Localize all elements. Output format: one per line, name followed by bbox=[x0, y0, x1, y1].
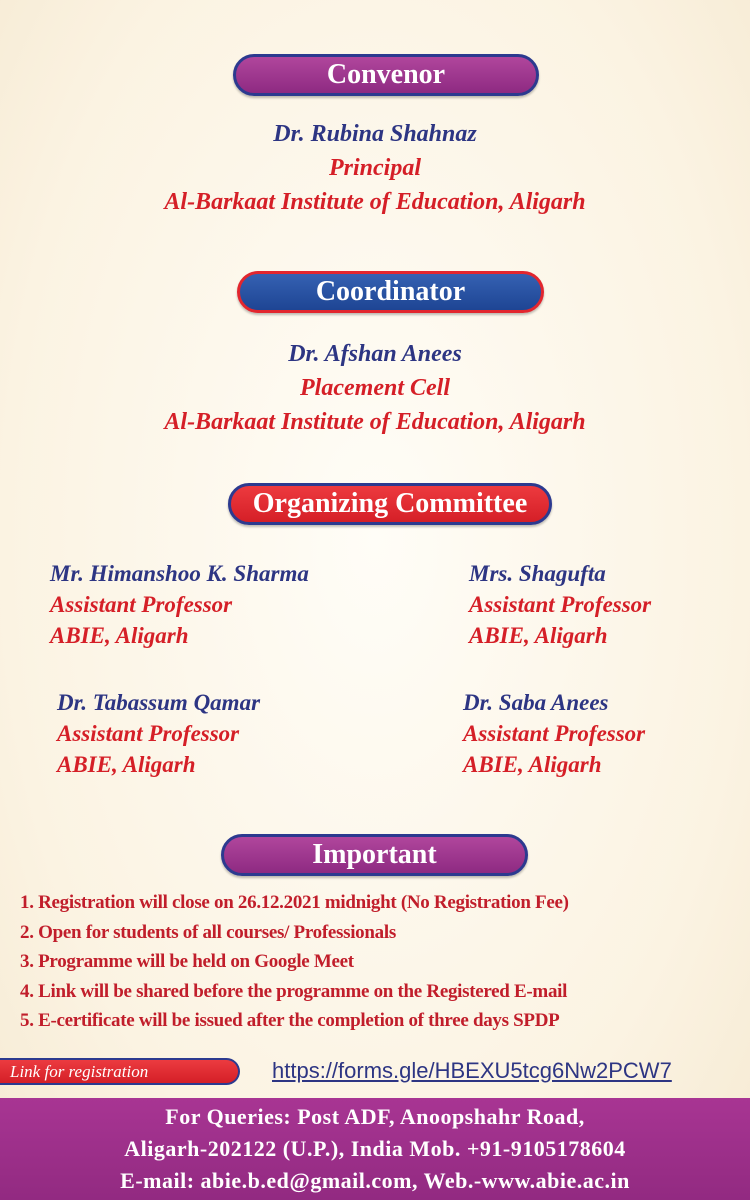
member-institute: ABIE, Aligarh bbox=[469, 623, 608, 648]
note-item: 1. Registration will close on 26.12.2021 midnight (No Registration Fee) bbox=[20, 892, 569, 913]
member-designation: Assistant Professor bbox=[469, 592, 652, 617]
member-institute: ABIE, Aligarh bbox=[57, 752, 196, 777]
important-notes bbox=[20, 888, 735, 1036]
registration-link[interactable]: https://forms.gle/HBEXU5tcg6Nw2PCW7 bbox=[272, 1058, 672, 1083]
member-name: Mrs. Shagufta bbox=[469, 561, 606, 586]
note-item: 2. Open for students of all courses/ Professionals bbox=[20, 921, 396, 943]
member-designation: Assistant Professor bbox=[463, 721, 646, 746]
footer-phone: Aligarh-202122 (U.P.), India Mob. +91-9105178604 bbox=[124, 1136, 626, 1161]
convenor-institute: Al-Barkaat Institute of Education, Aligarh bbox=[164, 189, 586, 215]
coordinator-institute: Al-Barkaat Institute of Education, Aligarh bbox=[164, 409, 586, 435]
note-item: 5. E-certificate will be issued after the completion of three days SPDP bbox=[20, 1010, 560, 1031]
coordinator-designation: Placement Cell bbox=[300, 375, 450, 401]
coordinator-name: Dr. Afshan Anees bbox=[288, 341, 462, 367]
footer-address: For Queries: Post ADF, Anoopshahr Road, bbox=[165, 1104, 585, 1129]
committee-heading: Organizing Committee bbox=[228, 483, 552, 525]
registration-label: Link for registration bbox=[0, 1058, 240, 1085]
member-institute: ABIE, Aligarh bbox=[50, 623, 189, 648]
coordinator-details bbox=[0, 337, 750, 439]
note-item: 4. Link will be shared before the programme on the Registered E-mail bbox=[20, 980, 568, 1002]
member-name: Dr. Saba Anees bbox=[463, 690, 609, 715]
member-name: Dr. Tabassum Qamar bbox=[57, 690, 261, 715]
note-item: 3. Programme will be held on Google Meet bbox=[20, 951, 354, 972]
committee-member bbox=[469, 558, 651, 651]
member-designation: Assistant Professor bbox=[50, 592, 233, 617]
committee-member bbox=[50, 558, 309, 651]
member-institute: ABIE, Aligarh bbox=[463, 752, 602, 777]
committee-member bbox=[463, 687, 645, 780]
member-designation: Assistant Professor bbox=[57, 721, 240, 746]
coordinator-heading: Coordinator bbox=[237, 271, 544, 313]
important-heading: Important bbox=[221, 834, 528, 876]
member-name: Mr. Himanshoo K. Sharma bbox=[50, 561, 309, 586]
convenor-details bbox=[0, 117, 750, 219]
footer-contact bbox=[0, 1098, 750, 1200]
footer-email-web: E-mail: abie.b.ed@gmail.com, Web.-www.abie.ac.in bbox=[120, 1168, 630, 1193]
committee-member bbox=[57, 687, 260, 780]
convenor-name: Dr. Rubina Shahnaz bbox=[273, 121, 477, 147]
convenor-heading: Convenor bbox=[233, 54, 539, 96]
convenor-designation: Principal bbox=[328, 155, 421, 181]
